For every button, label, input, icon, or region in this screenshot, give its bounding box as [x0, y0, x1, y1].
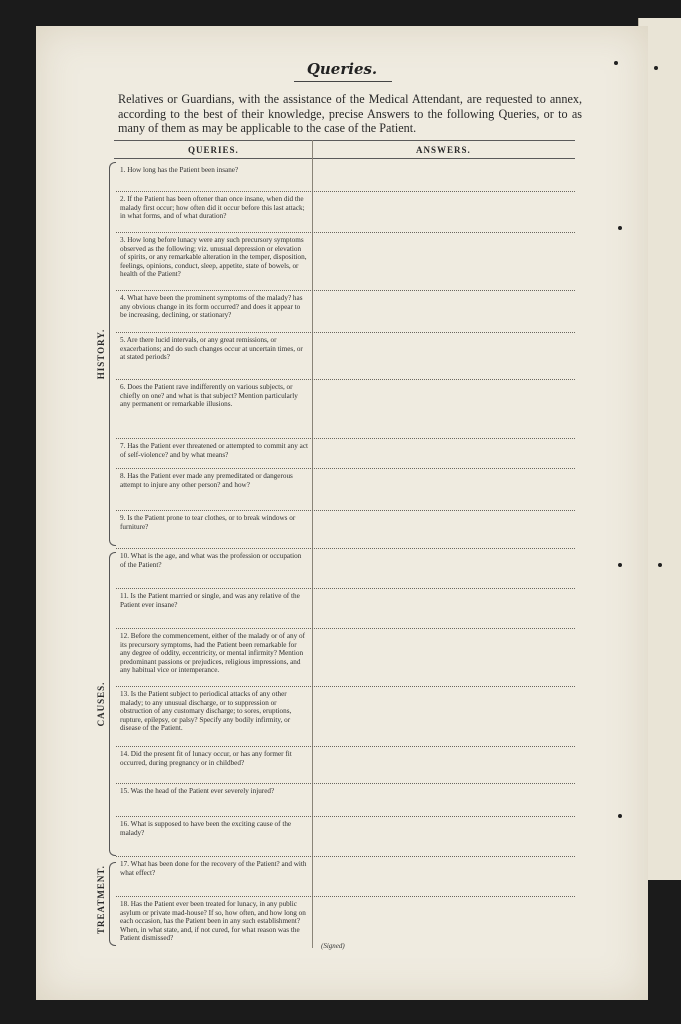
answer-field[interactable] [314, 856, 575, 896]
query-number: 18. [120, 900, 129, 908]
query-text [120, 514, 308, 531]
query-text [120, 750, 308, 767]
query-body: How long before lunacy were any such precursory symptoms observed as the following; viz. unusual depression or elevation of spirits, or any remarkable alteration in the temper, disposition, feelings, opinions, conduct, sleep, appetite, state of bowels, or health of the Patient? [120, 236, 307, 279]
answer-field[interactable] [314, 783, 575, 816]
query-body: Was the head of the Patient ever severely injured? [130, 787, 275, 795]
query-row-6 [116, 379, 575, 439]
binding-hole [658, 563, 662, 567]
query-text [120, 632, 308, 675]
binding-hole [618, 563, 622, 567]
answer-field[interactable] [314, 332, 575, 379]
answers-column-header: ANSWERS. [416, 145, 471, 155]
query-number: 12. [120, 632, 129, 640]
query-text [120, 195, 308, 221]
query-row-5 [116, 332, 575, 380]
query-number: 16. [120, 820, 129, 828]
query-text [120, 860, 308, 877]
query-row-14 [116, 746, 575, 784]
query-row-18 [116, 896, 575, 948]
binding-hole [618, 814, 622, 818]
query-text [120, 592, 308, 609]
query-text [120, 442, 308, 459]
query-number: 6. [120, 383, 126, 391]
query-row-12 [116, 628, 575, 687]
query-text [120, 383, 308, 409]
answer-field[interactable] [314, 746, 575, 783]
query-row-4 [116, 290, 575, 333]
query-number: 1. [120, 166, 126, 174]
query-number: 4. [120, 294, 126, 302]
query-number: 15. [120, 787, 129, 795]
query-body: Has the Patient ever made any premeditated or dangerous attempt to injure any other person? and how? [120, 472, 293, 489]
answer-field[interactable] [314, 896, 575, 948]
query-body: Before the commencement, either of the malady or of any of its precursory symptoms, had the Patient been remarkable for any degree of oddity, eccentricity, or mental infirmity? Mention predominant passions or prejudices, religious impressions, and any habitual vice or intemperance. [120, 632, 306, 675]
query-number: 9. [120, 514, 126, 522]
answer-field[interactable] [314, 438, 575, 468]
query-row-8 [116, 468, 575, 511]
query-number: 13. [120, 690, 129, 698]
treatment-label: TREATMENT. [96, 865, 106, 934]
signed-label: (Signed) [321, 942, 345, 950]
query-number: 11. [120, 592, 129, 600]
query-body: Is the Patient married or single, and was any relative of the Patient ever insane? [120, 592, 300, 609]
query-row-15 [116, 783, 575, 817]
answer-field[interactable] [314, 816, 575, 856]
causes-section [91, 552, 111, 856]
causes-brace [109, 552, 116, 856]
query-body: Did the present fit of lunacy occur, or has any former fit occurred, during pregnancy or in childbed? [120, 750, 292, 767]
answer-field[interactable] [314, 686, 575, 746]
query-number: 17. [120, 860, 129, 868]
query-text [120, 900, 308, 943]
query-body: Is the Patient prone to tear clothes, or to break windows or furniture? [120, 514, 296, 531]
binding-hole [614, 61, 618, 65]
answer-field[interactable] [314, 162, 575, 191]
query-number: 2. [120, 195, 126, 203]
query-row-13 [116, 686, 575, 747]
history-brace [109, 162, 116, 546]
answer-field[interactable] [314, 232, 575, 290]
query-body: Has the Patient ever been treated for lunacy, in any public asylum or private mad-house? If so, how often, and how long on each occasion, has the Patient been in any such establishment? When, in what state, and, if not cured, for what reason was the Patient dismissed? [120, 900, 306, 943]
query-body: Are there lucid intervals, or any great remissions, or exacerbations; and do such changes occur at uncertain times, or at stated periods? [120, 336, 303, 362]
query-body: How long has the Patient been insane? [127, 166, 239, 174]
query-text [120, 472, 308, 489]
query-text [120, 336, 308, 362]
answer-field[interactable] [314, 510, 575, 548]
query-row-9 [116, 510, 575, 549]
query-body: What is the age, and what was the profession or occupation of the Patient? [120, 552, 302, 569]
query-body: What has been done for the recovery of the Patient? and with what effect? [120, 860, 307, 877]
query-text [120, 166, 308, 175]
query-row-2 [116, 191, 575, 233]
query-text [120, 552, 308, 569]
query-number: 10. [120, 552, 129, 560]
causes-label: CAUSES. [96, 681, 106, 727]
query-body: If the Patient has been oftener than once insane, when did the malady first occur; how often did it occur before this last attack; in what forms, and of what duration? [120, 195, 305, 221]
query-number: 7. [120, 442, 126, 450]
query-body: What have been the prominent symptoms of the malady? has any obvious change in its form occurred? and does it appear to be increasing, declining, or stationary? [120, 294, 303, 320]
query-body: Has the Patient ever threatened or attempted to commit any act of self-violence? and by what means? [120, 442, 309, 459]
query-row-7 [116, 438, 575, 469]
query-text [120, 294, 308, 320]
queries-column-header: QUERIES. [188, 145, 239, 155]
answer-field[interactable] [314, 379, 575, 438]
query-row-10 [116, 548, 575, 589]
intro-paragraph: Relatives or Guardians, with the assistance of the Medical Attendant, are requested to annex, according to the best of their knowledge, precise Answers to the following Queries, or to as many of them as may be applicable to the case of the Patient. [118, 92, 582, 135]
answer-field[interactable] [314, 290, 575, 332]
header-bottom-rule [114, 158, 575, 159]
query-text [120, 787, 308, 796]
answer-field[interactable] [314, 468, 575, 510]
query-number: 5. [120, 336, 126, 344]
query-text [120, 690, 308, 733]
query-body: Does the Patient rave indifferently on various subjects, or chiefly on one? and what is that subject? Mention particularly any permanent or remarkable illusions. [120, 383, 298, 409]
query-body: Is the Patient subject to periodical attacks of any other malady; to any unusual discharge, or to suppression or obstruction of any customary discharge; to sores, eruptions, rupture, epilepsy, or palsy? Specify any bodily infirmity, or disease of the Patient. [120, 690, 292, 733]
answer-field[interactable] [314, 588, 575, 628]
table-top-rule [114, 140, 575, 141]
query-text [120, 236, 308, 279]
query-number: 3. [120, 236, 126, 244]
title-underline [294, 81, 392, 82]
history-section [91, 162, 111, 546]
query-row-3 [116, 232, 575, 291]
binding-hole [654, 66, 658, 70]
form-page [36, 26, 648, 1000]
binding-hole [618, 226, 622, 230]
query-row-1 [116, 162, 575, 192]
answer-field[interactable] [314, 191, 575, 232]
query-text [120, 820, 308, 837]
query-body: What is supposed to have been the exciting cause of the malady? [120, 820, 292, 837]
answer-field[interactable] [314, 548, 575, 588]
page-title: Queries. [306, 60, 378, 78]
query-number: 14. [120, 750, 129, 758]
query-number: 8. [120, 472, 126, 480]
history-label: HISTORY. [96, 328, 106, 380]
query-row-16 [116, 816, 575, 857]
query-row-11 [116, 588, 575, 629]
query-row-17 [116, 856, 575, 897]
answer-field[interactable] [314, 628, 575, 686]
treatment-brace [109, 862, 116, 946]
treatment-section [91, 862, 111, 946]
